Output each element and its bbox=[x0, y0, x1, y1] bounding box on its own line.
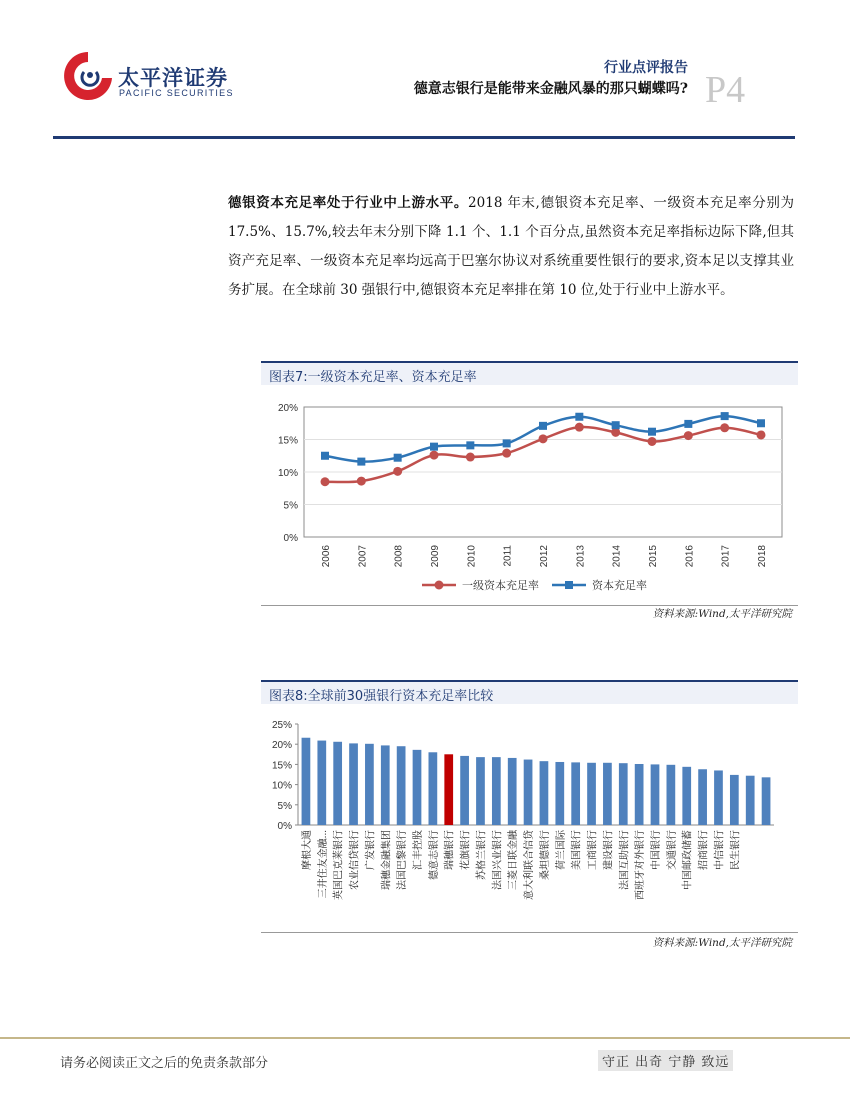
bar bbox=[317, 741, 326, 825]
bar bbox=[571, 762, 580, 825]
bar bbox=[746, 776, 755, 825]
x-tick-label: 中国邮政储蓄 bbox=[682, 830, 694, 890]
x-tick-label: 汇丰控股 bbox=[413, 830, 424, 870]
data-point bbox=[321, 477, 330, 486]
data-point bbox=[611, 428, 620, 437]
legend-marker bbox=[435, 581, 444, 590]
y-tick-label: 10% bbox=[277, 468, 298, 479]
bar bbox=[349, 743, 358, 825]
figure8-source: 资料来源:Wind,太平洋研究院 bbox=[652, 937, 792, 949]
bar bbox=[635, 764, 644, 825]
data-point bbox=[503, 439, 511, 447]
data-point bbox=[357, 477, 366, 486]
y-tick-label: 20% bbox=[271, 740, 292, 752]
bar bbox=[333, 742, 342, 825]
legend-marker bbox=[565, 581, 573, 589]
bar bbox=[365, 744, 374, 825]
x-tick-label: 广发银行 bbox=[365, 830, 377, 870]
bar bbox=[381, 745, 390, 825]
data-point bbox=[321, 452, 329, 460]
x-tick-label: 三井住友金融... bbox=[317, 830, 329, 899]
footer-divider bbox=[0, 1037, 850, 1039]
capital-ratio-line-chart bbox=[262, 395, 798, 607]
bar bbox=[651, 764, 660, 825]
top30-banks-bar-chart bbox=[262, 714, 798, 930]
bar bbox=[444, 754, 453, 825]
paragraph-text: 2018 年末,德银资本充足率、一级资本充足率分别为 17.5%、15.7%,较去年末分别下降 1.1 个、1.1 个百分点,虽然资本充足率指标边际下降,但其资产充足率、一级资本充足率均远高于巴塞尔协议对系统重要性银行的要求,资本足以支撑其业务扩展。在全球前 30 强银行中,德银资本充足率排在第 10 位,处于行业中上游水平。 bbox=[228, 195, 794, 298]
legend-label: 一级资本充足率 bbox=[462, 580, 539, 592]
bar bbox=[619, 763, 628, 825]
report-title: 德意志银行是能带来金融风暴的那只蝴蝶吗? bbox=[413, 81, 688, 97]
x-tick-label: 花旗银行 bbox=[460, 830, 472, 870]
bar bbox=[555, 762, 564, 825]
x-tick-label: 交通银行 bbox=[666, 830, 678, 870]
data-point bbox=[575, 423, 584, 432]
bar bbox=[714, 770, 723, 825]
x-tick-label: 三菱日联金融 bbox=[508, 830, 520, 890]
bar bbox=[730, 775, 739, 825]
y-tick-label: 25% bbox=[271, 720, 292, 731]
footer-disclaimer: 请务必阅读正文之后的免责条款部分 bbox=[60, 1056, 269, 1071]
x-tick-label: 2018 bbox=[757, 545, 768, 568]
figure7-source: 资料来源:Wind,太平洋研究院 bbox=[652, 608, 792, 620]
bar bbox=[397, 746, 406, 825]
x-tick-label: 中信银行 bbox=[714, 830, 726, 870]
legend-label: 资本充足率 bbox=[592, 580, 647, 592]
bar bbox=[603, 763, 612, 825]
x-tick-label: 2013 bbox=[575, 545, 587, 568]
bar bbox=[540, 761, 549, 825]
data-point bbox=[394, 454, 402, 462]
y-tick-label: 15% bbox=[271, 760, 292, 772]
header-divider bbox=[53, 136, 795, 139]
bar bbox=[460, 756, 469, 825]
x-tick-label: 法国兴业银行 bbox=[492, 830, 504, 890]
x-tick-label: 2016 bbox=[684, 545, 696, 568]
bar bbox=[492, 757, 501, 825]
body-paragraph bbox=[228, 189, 794, 305]
data-point bbox=[648, 437, 657, 446]
x-tick-label: 摩根大通 bbox=[301, 830, 313, 870]
logo-english-name: PACIFIC SECURITIES bbox=[119, 88, 234, 98]
y-tick-label: 5% bbox=[277, 800, 292, 812]
data-point bbox=[539, 422, 547, 430]
bar bbox=[302, 738, 311, 825]
data-point bbox=[720, 423, 729, 432]
report-type: 行业点评报告 bbox=[604, 60, 688, 76]
x-tick-label: 法国互助银行 bbox=[619, 830, 631, 890]
x-tick-label: 2017 bbox=[720, 545, 732, 568]
x-tick-label: 德意志银行 bbox=[428, 830, 440, 880]
data-point bbox=[430, 443, 438, 451]
x-tick-label: 民生银行 bbox=[730, 830, 742, 870]
figure8-bottom-rule bbox=[261, 932, 798, 933]
x-tick-label: 2007 bbox=[357, 545, 369, 568]
x-tick-label: 招商银行 bbox=[698, 830, 710, 870]
data-point bbox=[684, 420, 692, 428]
page-number: P4 bbox=[705, 69, 746, 111]
x-tick-label: 2009 bbox=[430, 545, 441, 568]
x-tick-label: 苏格兰银行 bbox=[476, 830, 488, 880]
data-point bbox=[684, 431, 693, 440]
paragraph-lead: 德银资本充足率处于行业中上游水平。 bbox=[228, 195, 469, 211]
y-tick-label: 0% bbox=[277, 821, 292, 832]
data-point bbox=[466, 453, 475, 462]
x-tick-label: 美国银行 bbox=[571, 830, 583, 870]
bar bbox=[413, 750, 422, 825]
figure8-title: 图表8:全球前30强银行资本充足率比较 bbox=[269, 689, 494, 704]
data-point bbox=[393, 467, 402, 476]
data-point bbox=[757, 419, 765, 427]
y-tick-label: 20% bbox=[277, 403, 298, 414]
x-tick-label: 2015 bbox=[648, 545, 659, 568]
y-tick-label: 15% bbox=[277, 435, 298, 447]
y-tick-label: 10% bbox=[271, 780, 292, 792]
x-tick-label: 桑坦德银行 bbox=[539, 830, 551, 880]
data-point bbox=[721, 412, 729, 420]
x-tick-label: 西班牙对外银行 bbox=[635, 830, 647, 900]
data-point bbox=[612, 421, 620, 429]
y-tick-label: 0% bbox=[283, 533, 298, 544]
data-point bbox=[430, 451, 439, 460]
x-tick-label: 2008 bbox=[393, 545, 405, 568]
x-tick-label: 英国巴克莱银行 bbox=[333, 830, 345, 900]
data-point bbox=[539, 434, 548, 443]
bar bbox=[587, 763, 596, 825]
bar bbox=[762, 777, 771, 825]
x-tick-label: 2014 bbox=[611, 545, 623, 568]
figure7-title: 图表7:一级资本充足率、资本充足率 bbox=[269, 370, 477, 385]
x-tick-label: 2012 bbox=[539, 545, 550, 568]
data-point bbox=[502, 449, 511, 458]
x-tick-label: 意大利联合信贷 bbox=[524, 830, 536, 900]
bar bbox=[429, 752, 438, 825]
x-tick-label: 建设银行 bbox=[603, 830, 615, 870]
bar bbox=[508, 758, 517, 825]
x-tick-label: 2006 bbox=[321, 545, 332, 568]
data-point bbox=[466, 441, 474, 449]
footer-motto: 守正 出奇 宁静 致远 bbox=[598, 1050, 733, 1071]
x-tick-label: 荷兰国际 bbox=[555, 830, 567, 870]
x-tick-label: 瑞穗银行 bbox=[444, 830, 456, 870]
x-tick-label: 中国银行 bbox=[651, 830, 662, 870]
x-tick-label: 瑞穗金融集团 bbox=[381, 830, 393, 890]
x-tick-label: 农业信贷银行 bbox=[349, 830, 361, 890]
data-point bbox=[757, 430, 766, 439]
bar bbox=[698, 769, 707, 825]
x-tick-label: 法国巴黎银行 bbox=[397, 830, 409, 890]
x-tick-label: 2010 bbox=[466, 545, 478, 568]
bar bbox=[682, 767, 691, 825]
bar bbox=[667, 765, 676, 825]
x-tick-label: 工商银行 bbox=[587, 830, 599, 870]
bar bbox=[476, 757, 485, 825]
data-point bbox=[357, 458, 365, 466]
bar bbox=[524, 760, 533, 825]
y-tick-label: 5% bbox=[283, 500, 298, 512]
x-tick-label: 2011 bbox=[502, 545, 514, 567]
data-point bbox=[575, 413, 583, 421]
pacific-securities-logo-icon bbox=[60, 48, 116, 104]
logo-chinese-name: 太平洋证券 bbox=[118, 66, 228, 90]
data-point bbox=[648, 428, 656, 436]
